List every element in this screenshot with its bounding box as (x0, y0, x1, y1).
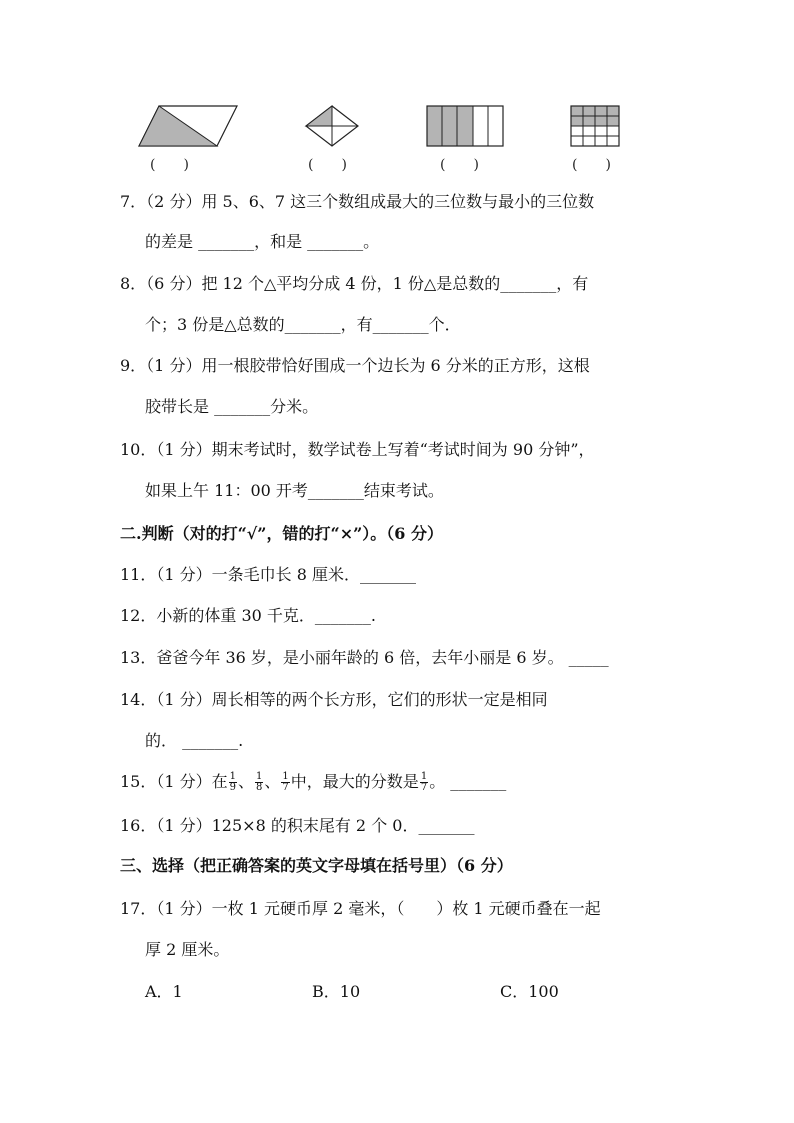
fraction-answer-1-7 (420, 772, 428, 793)
option-b: B．10 (312, 982, 361, 1001)
q17-line2: 厚 2 厘米。 (145, 940, 230, 959)
fraction-denominator: 7 (420, 782, 428, 793)
q7-line2: 的差是 _______，和是 _______。 (145, 232, 380, 251)
fraction-denominator: 9 (229, 782, 237, 793)
q10-line1: 10．（1 分）期末考试时，数学试卷上写着“考试时间为 90 分钟”， (120, 440, 595, 459)
figure-answer-paren-3: ( ) (440, 157, 479, 173)
fraction-denominator: 7 (282, 782, 289, 793)
q15-prefix: 15．（1 分）在 (120, 772, 228, 791)
fraction-1-9 (229, 772, 237, 793)
q13-text: 13．爸爸今年 36 岁，是小丽年龄的 6 倍，去年小丽是 6 岁。 _____ (120, 648, 609, 667)
figure-answer-paren-1: ( ) (150, 157, 189, 173)
fraction-denominator: 8 (256, 782, 263, 793)
q9-line1: 9．（1 分）用一根胶带恰好围成一个边长为 6 分米的正方形，这根 (120, 356, 590, 375)
q8-line2: 个；3 份是△总数的_______，有_______个． (145, 315, 461, 334)
q15-middle: 中，最大的分数是 (290, 772, 419, 791)
figure-answer-paren-4: ( ) (572, 157, 611, 173)
q15-separator: 、 (238, 772, 255, 791)
option-c: C．100 (500, 982, 559, 1001)
section2-title: 二.判断（对的打“√”，错的打“×”）。（6 分） (120, 524, 444, 543)
grid-figure (569, 104, 621, 148)
rhombus-figure (304, 104, 360, 148)
fraction-numerator: 1 (256, 771, 263, 782)
q17-line1: 17．（1 分）一枚 1 元硬币厚 2 毫米，（ ）枚 1 元硬币叠在一起 (120, 899, 601, 918)
figure-row (0, 100, 794, 175)
q10-line2: 如果上午 11：00 开考_______结束考试。 (145, 481, 444, 500)
q14-line2: 的． _______. (145, 731, 244, 750)
q9-line2: 胶带长是 _______分米。 (145, 397, 319, 416)
fraction-numerator: 1 (282, 771, 289, 782)
q14-line1: 14．（1 分）周长相等的两个长方形，它们的形状一定是相同 (120, 690, 548, 709)
q16-text: 16．（1 分）125×8 的积末尾有 2 个 0．_______ (120, 816, 475, 835)
rectangle-strips-figure (425, 104, 505, 148)
q7-line1: 7．（2 分）用 5、6、7 这三个数组成最大的三位数与最小的三位数 (120, 192, 595, 211)
q11-text: 11．（1 分）一条毛巾长 8 厘米．_______ (120, 565, 416, 584)
fraction-numerator: 1 (229, 771, 237, 782)
q8-line1: 8．（6 分）把 12 个△平均分成 4 份，1 份△是总数的_______，有 (120, 274, 589, 293)
q15-line (120, 772, 506, 793)
option-a: A．1 (145, 982, 183, 1001)
fraction-1-8 (255, 772, 263, 793)
fraction-1-7 (281, 772, 289, 793)
q12-text: 12．小新的体重 30 千克．_______. (120, 606, 376, 625)
section3-title: 三、选择（把正确答案的英文字母填在括号里）（6 分） (120, 856, 513, 875)
fraction-numerator: 1 (420, 771, 428, 782)
q15-suffix: 。 _______ (429, 772, 507, 791)
q15-separator: 、 (264, 772, 281, 791)
figure-answer-paren-2: ( ) (308, 157, 347, 173)
parallelogram-figure (137, 104, 239, 148)
